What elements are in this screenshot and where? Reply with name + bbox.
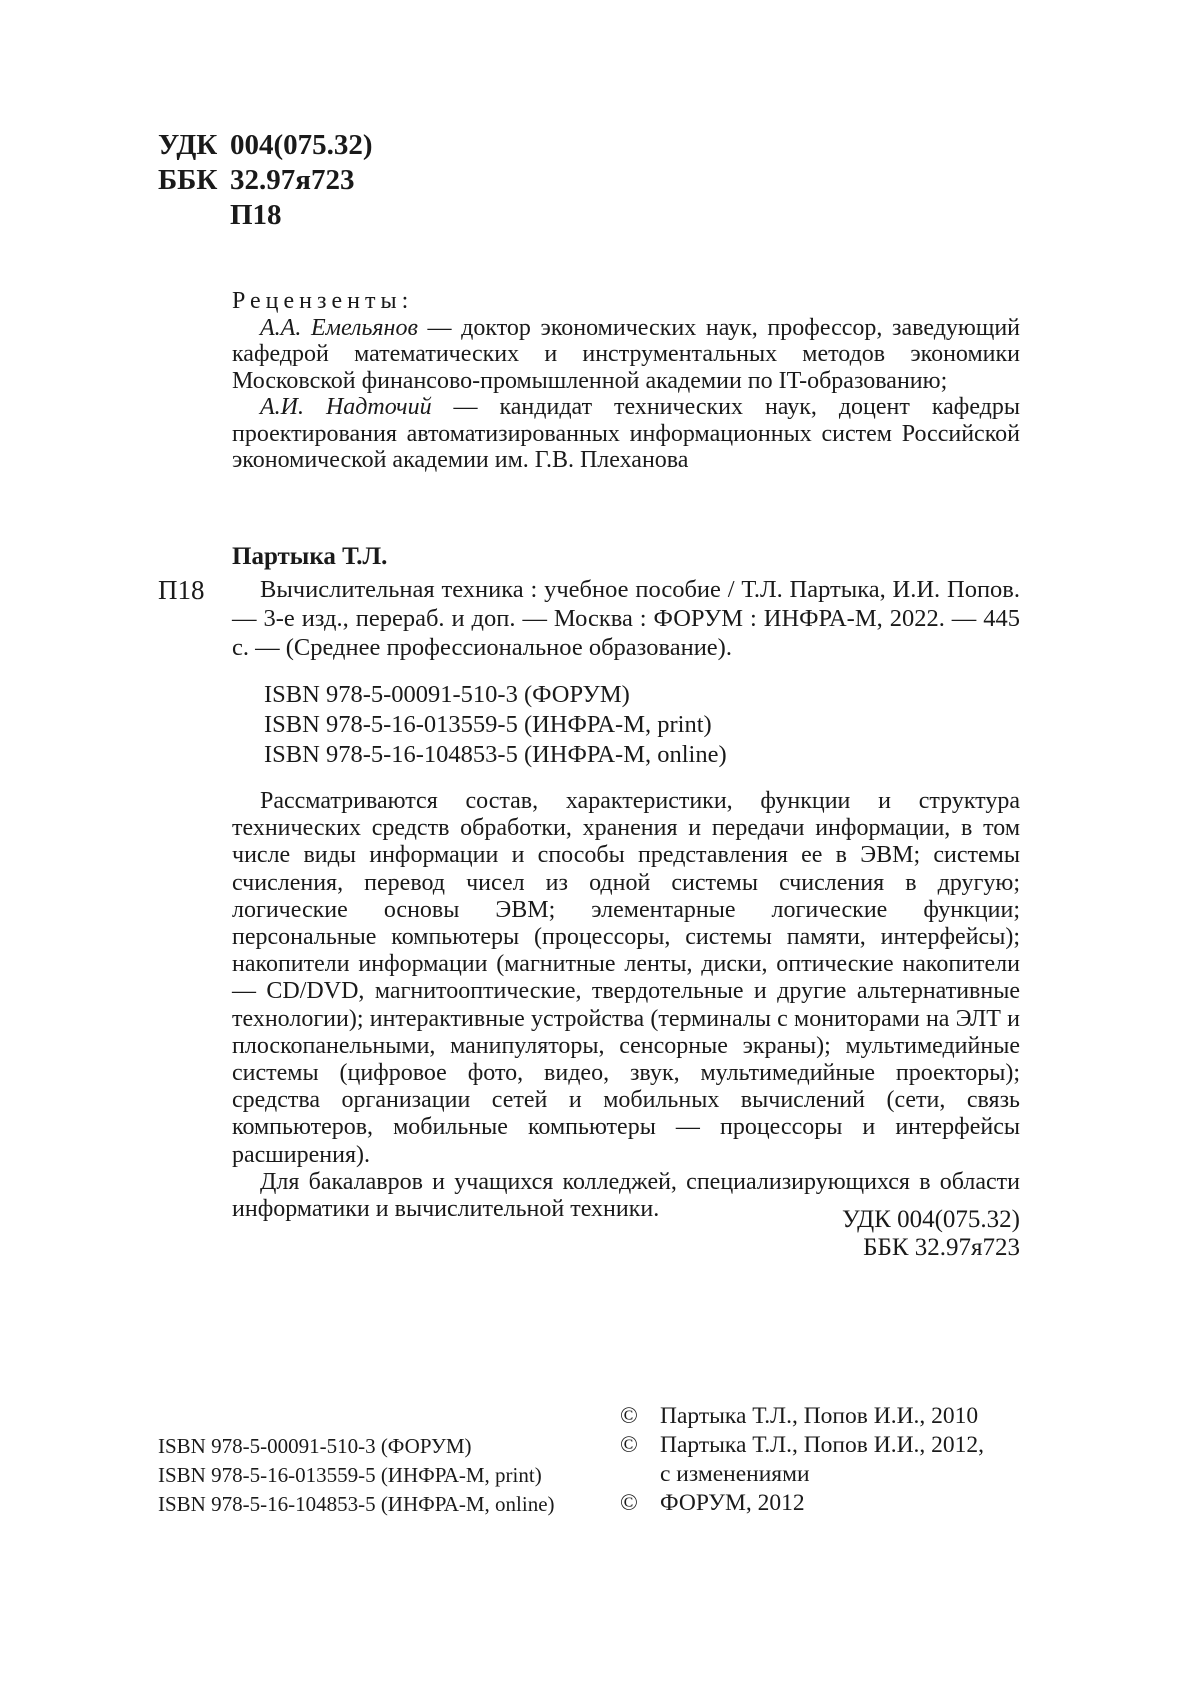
copyright-symbol: ©	[620, 1432, 638, 1458]
isbn-list-top	[264, 680, 727, 770]
book-author: Партыка Т.Л.	[232, 543, 388, 570]
isbn-infra-online-bottom: ISBN 978-5-16-104853-5 (ИНФРА-М, online)	[158, 1492, 555, 1516]
bbk-label: ББК	[158, 164, 218, 196]
reviewer-2-text: — кандидат технических наук, доцент кафедры проектирования автоматизированных информационных систем Российской экономической академии им. Г.В. Плеханова	[232, 394, 1020, 473]
udk-row	[158, 128, 373, 163]
author-mark: П18	[230, 199, 282, 231]
bbk-bottom: ББК 32.97я723	[863, 1234, 1020, 1261]
isbn-infra-print-bottom: ISBN 978-5-16-013559-5 (ИНФРА-М, print)	[158, 1463, 542, 1487]
copyright-2-continued: с изменениями	[660, 1461, 810, 1487]
udk-bottom: УДК 004(075.32)	[841, 1206, 1020, 1233]
bibliographic-description: Вычислительная техника : учебное пособие / Т.Л. Партыка, И.И. Попов. — 3-е изд., перераб. и доп. — Москва : ФОРУМ : ИНФРА-М, 2022. — 445 с. — (Среднее профессиональное образование).	[232, 576, 1020, 661]
reviewer-1-text: — доктор экономических наук, профессор, заведующий кафедрой математических и инструментальных методов экономики Московской финансово-промышленной академии по IT-образованию;	[232, 314, 1021, 394]
reviewer-1	[232, 315, 1020, 395]
isbn-forum-bottom: ISBN 978-5-00091-510-3 (ФОРУМ)	[158, 1434, 472, 1458]
bbk-row	[158, 163, 373, 198]
classification-codes	[158, 128, 373, 233]
abstract-paragraph-2: Для бакалавров и учащихся колледжей, специализирующихся в области информатики и вычислительной техники.	[232, 1168, 1020, 1223]
copyright-2: © Партыка Т.Л., Попов И.И., 2012,	[620, 1432, 985, 1458]
abstract-paragraph-1: Рассматриваются состав, характеристики, функции и структура технических средств обработки, хранения и передачи информации, в том числе виды информации и способы представления ее в ЭВМ; системы счисления, перевод чисел из одной системы счисления в другую; логические основы ЭВМ; элементарные логические функции; персональные компьютеры (процессоры, системы памяти, интерфейсы); накопители информации (магнитные ленты, диски, оптические накопители — CD/DVD, магнитооптические, твердотельные и другие альтернативные технологии); интерактивные устройства (терминалы с мониторами на ЭЛТ и плоскопанельными, манипуляторы, сенсорные экраны); мультимедийные системы (цифровое фото, видео, звук, мультимедийные проекторы); средства организации сетей и мобильных вычислений (сети, связь компьютеров, мобильные компьютеры — процессоры и интерфейсы расширения).	[232, 788, 1020, 1168]
isbn-list-bottom	[158, 1432, 555, 1519]
isbn-infra-print: ISBN 978-5-16-013559-5 (ИНФРА-М, print)	[264, 711, 712, 738]
copyright-block	[620, 1402, 984, 1518]
bbk-value: 32.97я723	[230, 164, 355, 196]
reviewer-2-name: А.И. Надточий	[260, 394, 432, 420]
udk-label: УДК	[158, 129, 218, 161]
udk-value: 004(075.32)	[230, 129, 373, 161]
copyright-symbol: ©	[620, 1403, 638, 1429]
copyright-1: © Партыка Т.Л., Попов И.И., 2010	[620, 1403, 979, 1429]
reviewer-1-name: А.А. Емельянов	[260, 314, 418, 341]
copyright-symbol: ©	[620, 1490, 638, 1516]
isbn-infra-online: ISBN 978-5-16-104853-5 (ИНФРА-М, online)	[264, 741, 727, 768]
copyright-3: © ФОРУМ, 2012	[620, 1490, 805, 1516]
abstract	[232, 788, 1020, 1223]
isbn-forum: ISBN 978-5-00091-510-3 (ФОРУМ)	[264, 681, 630, 708]
author-mark-row	[158, 198, 373, 233]
book-index: П18	[158, 575, 205, 605]
reviewers-block	[232, 288, 1020, 474]
classification-codes-bottom	[842, 1206, 1020, 1262]
reviewers-heading: Рецензенты:	[232, 288, 414, 314]
reviewer-2	[232, 394, 1020, 474]
